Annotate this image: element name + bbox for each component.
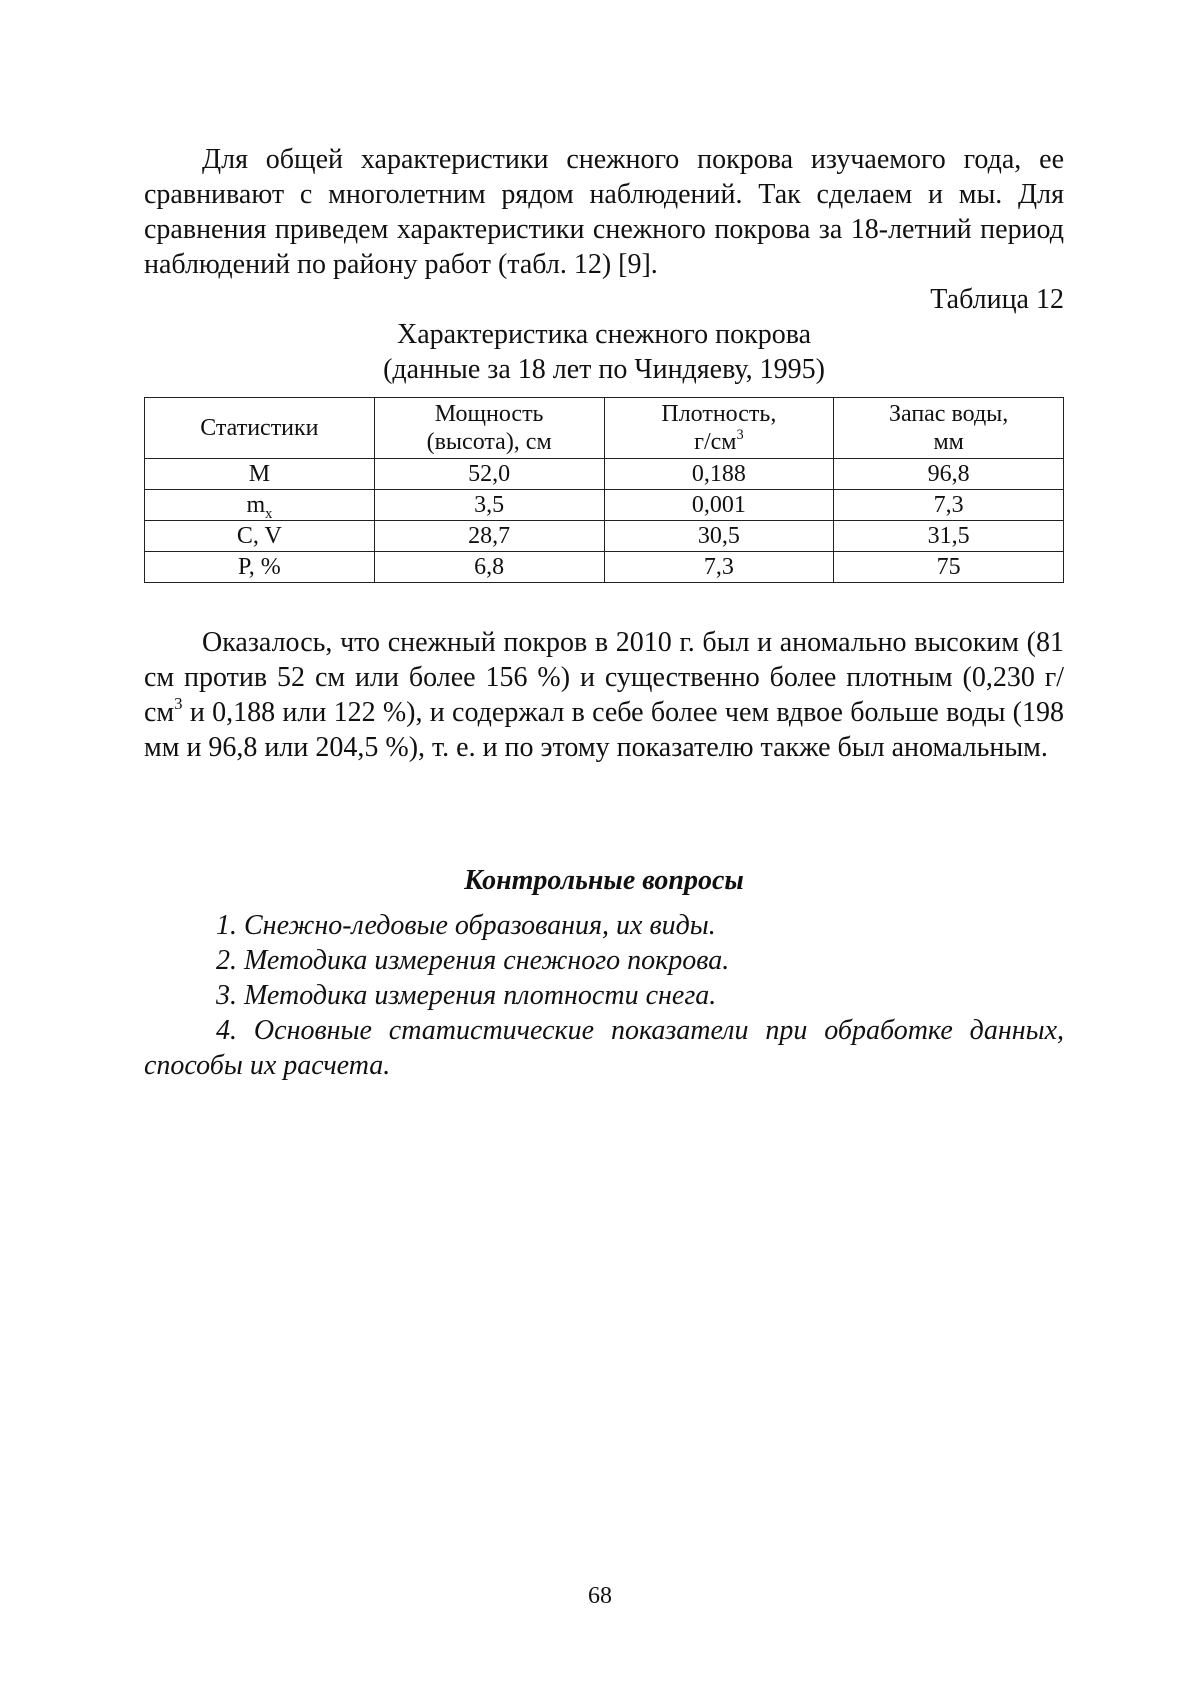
cell-density: 0,188 — [604, 459, 834, 490]
header-density — [604, 398, 834, 459]
cell-stat — [145, 490, 375, 521]
questions-list — [144, 908, 1064, 1083]
findings-exponent: 3 — [174, 694, 183, 713]
cell-depth: 3,5 — [374, 490, 604, 521]
stat-label: M — [248, 461, 271, 487]
list-item: 4. Основные статистические показатели при обработке данных, способы их расчета. — [144, 1015, 1064, 1081]
header-statistics-label: Статистики — [200, 415, 319, 441]
stat-subscript: x — [265, 505, 273, 522]
header-depth — [374, 398, 604, 459]
cell-water: 31,5 — [834, 521, 1064, 552]
cell-water: 75 — [834, 552, 1064, 583]
cell-stat — [145, 459, 375, 490]
cell-stat — [145, 552, 375, 583]
cell-stat — [145, 521, 375, 552]
header-water-line2: мм — [933, 429, 964, 455]
header-depth-line2: (высота), см — [426, 429, 552, 455]
table-title — [144, 317, 1064, 387]
cell-density: 0,001 — [604, 490, 834, 521]
list-item: 2. Методика измерения снежного покрова. — [216, 945, 730, 976]
cell-depth: 28,7 — [374, 521, 604, 552]
header-statistics — [145, 398, 375, 459]
snow-cover-table — [144, 397, 1064, 583]
table-number: Таблица 12 — [930, 284, 1064, 315]
findings-paragraph — [144, 625, 1064, 765]
questions-heading: Контрольные вопросы — [464, 865, 744, 896]
list-item: 3. Методика измерения плотности снега. — [216, 980, 717, 1011]
header-water-storage — [834, 398, 1064, 459]
cell-water: 96,8 — [834, 459, 1064, 490]
findings-text-part1: Оказалось, что снежный покров в 2010 г. был и аномально высоким (81 см против 52 см или более 156 %) и существенно более плотным (0,230 г/см — [144, 627, 1064, 728]
table-title-line1: Характеристика снежного покрова — [396, 319, 812, 350]
header-density-exponent: 3 — [736, 426, 744, 443]
table-title-line2: (данные за 18 лет по Чиндяеву, 1995) — [383, 354, 825, 385]
cell-density: 7,3 — [604, 552, 834, 583]
header-depth-line1: Мощность — [434, 401, 544, 427]
intro-paragraph: Для общей характеристики снежного покрова изучаемого года, ее сравнивают с многолетним рядом наблюдений. Так сделаем и мы. Для сравнения приведем характеристики снежного покрова за 18-летний период наблюдений по району работ (табл. 12) [9]. — [144, 144, 1064, 280]
spacer — [144, 583, 1064, 625]
cell-water: 7,3 — [834, 490, 1064, 521]
stat-label: C, V — [236, 523, 282, 549]
table-row — [145, 552, 1064, 583]
header-density-line1: Плотность, — [661, 401, 777, 427]
page-content — [144, 142, 1064, 1083]
stat-label: P, % — [238, 554, 281, 580]
findings-text-part2: и 0,188 или 122 %), и содержал в себе более чем вдвое больше воды (198 мм и 96,8 или 204,5 %), т. е. и по этому показателю также был аномальным. — [144, 697, 1064, 763]
list-item: 1. Снежно-ледовые образования, их виды. — [216, 910, 716, 941]
table-header-row — [145, 398, 1064, 459]
table-row — [145, 521, 1064, 552]
header-density-line2: г/см — [694, 429, 737, 455]
page-number: 68 — [588, 1583, 612, 1609]
header-water-line1: Запас воды, — [888, 401, 1009, 427]
cell-depth: 52,0 — [374, 459, 604, 490]
cell-depth: 6,8 — [374, 552, 604, 583]
table-row — [145, 459, 1064, 490]
stat-label: m — [246, 492, 266, 518]
table-row — [145, 490, 1064, 521]
cell-density: 30,5 — [604, 521, 834, 552]
